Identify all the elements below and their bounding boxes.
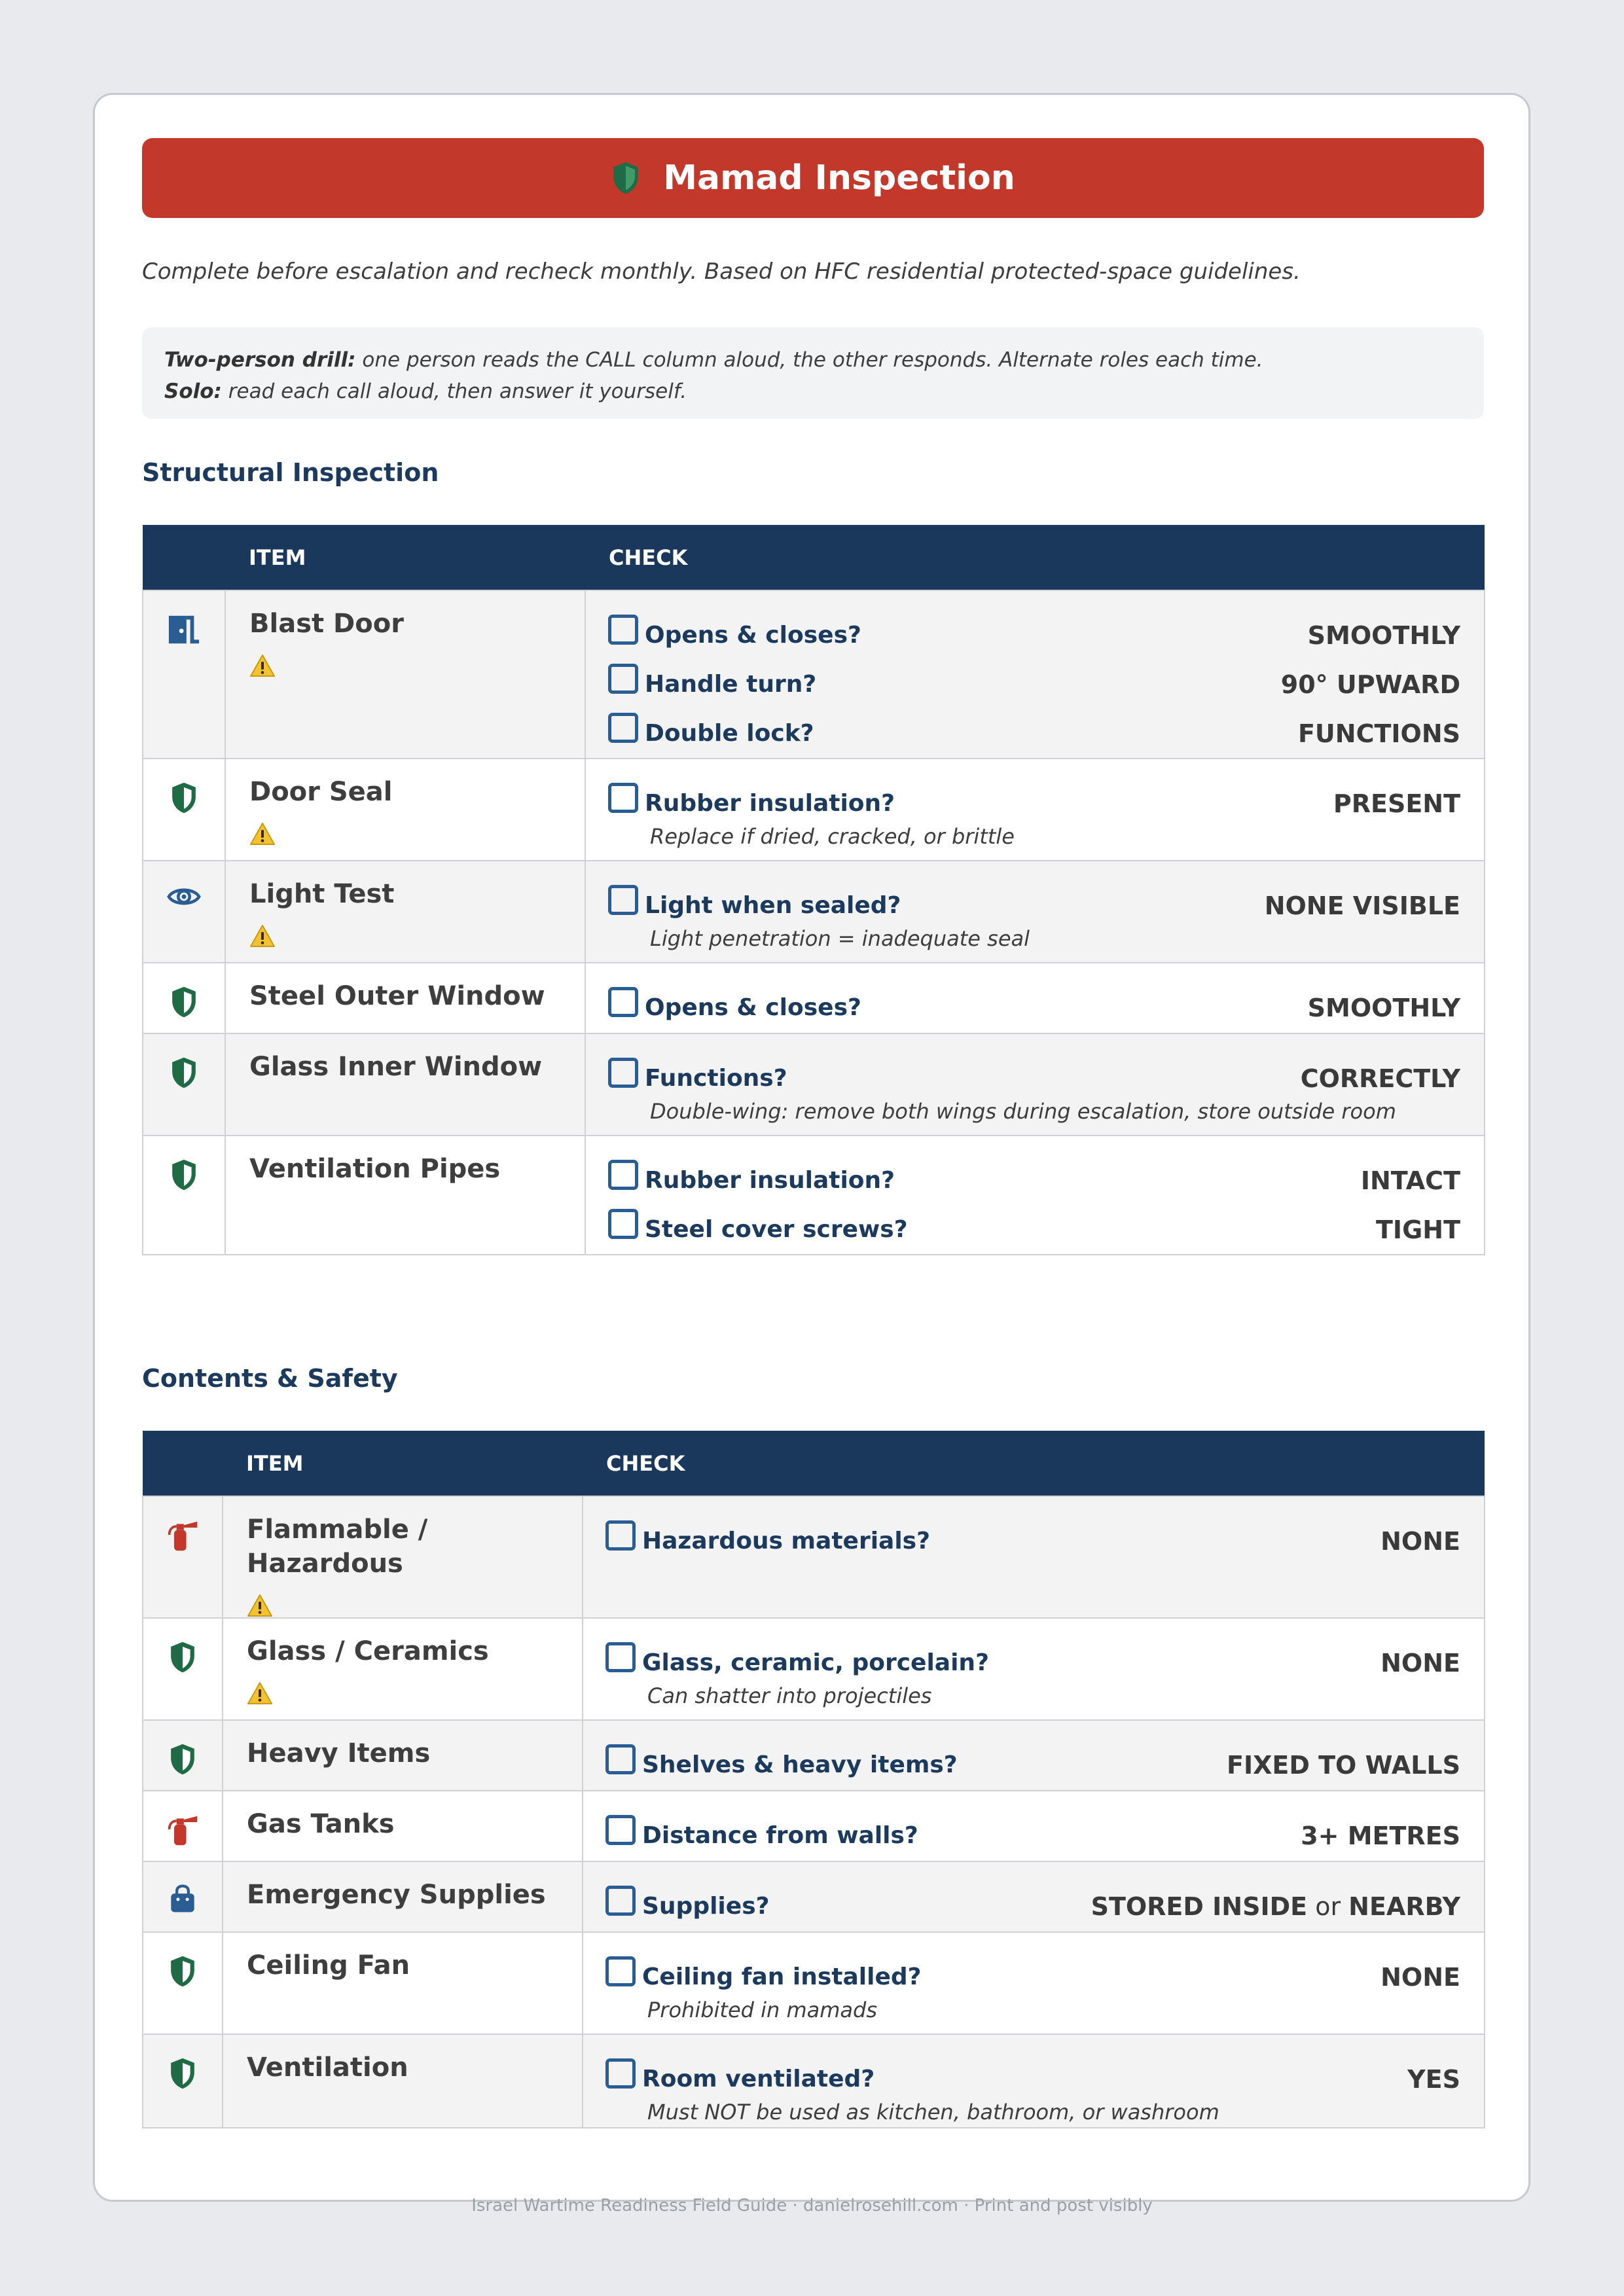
checkbox[interactable] [605, 1815, 636, 1845]
row-item-cell [223, 1720, 583, 1791]
check-item [605, 1516, 1460, 1566]
row-check-cell [583, 1496, 1485, 1618]
drill-instructions [142, 327, 1484, 419]
check-question: Functions? [645, 1065, 787, 1092]
checkbox[interactable] [608, 1160, 638, 1190]
check-answer: NONE [1380, 1648, 1460, 1677]
row-item-cell [223, 1618, 583, 1720]
row-check-cell [583, 1932, 1485, 2034]
item-name: Steel Outer Window [249, 981, 545, 1011]
check-note: Light penetration = inadequate seal [650, 926, 1030, 951]
row-icon-cell [143, 590, 225, 759]
row-icon-cell [143, 1861, 223, 1932]
warning-icon [249, 822, 276, 846]
check-question: Double lock? [645, 720, 814, 747]
checkbox[interactable] [605, 1642, 636, 1672]
item-name: Door Seal [249, 777, 393, 807]
table-row [143, 590, 1485, 759]
check-item [608, 1054, 1460, 1103]
table-row [143, 1861, 1485, 1932]
row-check-cell [583, 1720, 1485, 1791]
row-item-cell [223, 1861, 583, 1932]
item-name: Glass / Ceramics [247, 1636, 489, 1666]
column-header-icon [143, 1431, 223, 1496]
row-check-cell [583, 1861, 1485, 1932]
item-name: Heavy Items [247, 1738, 431, 1768]
shield-icon [611, 161, 641, 195]
row-item-cell [225, 963, 585, 1033]
title-banner [142, 138, 1484, 218]
check-question: Opens & closes? [645, 622, 861, 649]
table-row [143, 861, 1485, 963]
table-row [143, 1033, 1485, 1136]
item-name: Ventilation [247, 2053, 408, 2083]
check-answer-part: or [1307, 1892, 1349, 1921]
check-answer: 3+ METRES [1301, 1821, 1460, 1850]
row-item-cell [225, 590, 585, 759]
check-answer: CORRECTLY [1300, 1064, 1460, 1093]
row-check-cell [585, 1033, 1485, 1136]
table-row [143, 1932, 1485, 2034]
check-note: Can shatter into projectiles [647, 1683, 932, 1708]
item-name: Gas Tanks [247, 1809, 395, 1839]
row-item-cell [225, 759, 585, 861]
check-answer: FUNCTIONS [1297, 719, 1460, 748]
row-icon-cell [143, 963, 225, 1033]
table-row [143, 1618, 1485, 1720]
row-icon-cell [143, 1033, 225, 1136]
check-question: Rubber insulation? [645, 790, 895, 817]
check-question: Room ventilated? [642, 2066, 875, 2092]
check-answer: PRESENT [1333, 789, 1460, 818]
row-item-cell [223, 1932, 583, 2034]
check-item [605, 1811, 1460, 1860]
check-question: Opens & closes? [645, 994, 861, 1021]
shield-icon [168, 2067, 197, 2079]
warning-icon [249, 924, 276, 948]
warning-icon [247, 1681, 273, 1705]
row-item-cell [223, 1496, 583, 1618]
checkbox[interactable] [608, 885, 638, 915]
section-title-contents: Contents & Safety [142, 1364, 398, 1393]
check-question: Distance from walls? [642, 1822, 918, 1849]
check-note: Prohibited in mamads [647, 1998, 878, 2022]
check-question: Supplies? [642, 1893, 770, 1920]
eye-icon [166, 890, 202, 903]
check-question: Light when sealed? [645, 892, 901, 919]
check-answer: INTACT [1360, 1166, 1460, 1195]
check-note: Double-wing: remove both wings during escalation, store outside room [650, 1099, 1396, 1124]
item-name: Light Test [249, 879, 395, 909]
checkbox[interactable] [608, 1058, 638, 1088]
column-header-check: CHECK [583, 1431, 1485, 1496]
column-header-item: ITEM [223, 1431, 583, 1496]
check-item [608, 1205, 1460, 1254]
table-row [143, 759, 1485, 861]
item-name: Emergency Supplies [247, 1880, 546, 1910]
check-answer: NONE [1380, 1526, 1460, 1556]
checkbox[interactable] [605, 2058, 636, 2089]
shield-icon [170, 996, 198, 1008]
row-icon-cell [143, 1136, 225, 1255]
row-check-cell [585, 590, 1485, 759]
check-answer: SMOOTHLY [1307, 620, 1460, 650]
check-item [608, 983, 1460, 1032]
checkbox[interactable] [608, 987, 638, 1017]
row-check-cell [583, 1791, 1485, 1861]
check-item [608, 1156, 1460, 1205]
check-question: Hazardous materials? [642, 1528, 930, 1554]
checkbox[interactable] [605, 1886, 636, 1916]
table-row [143, 963, 1485, 1033]
check-question: Shelves & heavy items? [642, 1751, 958, 1778]
check-answer: NONE [1380, 1962, 1460, 1992]
table-header-row [143, 1431, 1485, 1496]
check-note: Replace if dried, cracked, or brittle [650, 824, 1015, 849]
shield-icon [170, 1168, 198, 1181]
row-icon-cell [143, 1932, 223, 2034]
structural-table [142, 525, 1485, 1255]
solo-text: read each call aloud, then answer it yourself. [221, 380, 687, 403]
item-name: Ventilation Pipes [249, 1154, 501, 1184]
row-check-cell [583, 1618, 1485, 1720]
fire-extinguisher-icon [166, 1824, 200, 1837]
footer-text: Israel Wartime Readiness Field Guide · danielrosehill.com · Print and post visibly [471, 2196, 1153, 2215]
row-icon-cell [143, 759, 225, 861]
table-row [143, 1720, 1485, 1791]
table-row [143, 1791, 1485, 1861]
check-question: Glass, ceramic, porcelain? [642, 1649, 989, 1676]
shield-icon [168, 1965, 197, 1977]
check-item [605, 1952, 1460, 2001]
shield-icon [170, 1066, 198, 1079]
check-answer: TIGHT [1376, 1215, 1460, 1244]
row-icon-cell [143, 2034, 223, 2128]
solo-label: Solo: [164, 380, 222, 403]
row-check-cell [583, 2034, 1485, 2128]
check-item [608, 611, 1460, 660]
check-item [608, 779, 1460, 828]
drill-label: Two-person drill: [164, 348, 356, 372]
table-header-row [143, 525, 1485, 590]
checkbox[interactable] [608, 1209, 638, 1239]
check-answer: FIXED TO WALLS [1227, 1750, 1460, 1780]
row-item-cell [225, 1136, 585, 1255]
item-name: Blast Door [249, 609, 404, 639]
column-header-item: ITEM [225, 525, 585, 590]
shield-icon [170, 791, 198, 804]
contents-table [142, 1431, 1485, 2128]
table-row [143, 1496, 1485, 1618]
row-icon-cell [143, 1791, 223, 1861]
row-check-cell [585, 861, 1485, 963]
row-check-cell [585, 759, 1485, 861]
checkbox[interactable] [608, 713, 638, 743]
table-row [143, 2034, 1485, 2128]
checkbox[interactable] [608, 664, 638, 694]
check-question: Steel cover screws? [645, 1216, 908, 1243]
row-item-cell [225, 861, 585, 963]
row-icon-cell [143, 1618, 223, 1720]
intro-text: Complete before escalation and recheck monthly. Based on HFC residential protected-space guidelines. [142, 259, 1301, 285]
item-name: Glass Inner Window [249, 1052, 543, 1082]
check-item [605, 1638, 1460, 1687]
check-item [605, 1740, 1460, 1789]
check-answer: YES [1407, 2064, 1460, 2094]
check-item [605, 2054, 1460, 2104]
inspection-card [93, 93, 1530, 2202]
check-note: Must NOT be used as kitchen, bathroom, or washroom [647, 2100, 1219, 2125]
check-answer-part: NEARBY [1348, 1892, 1460, 1921]
item-name: Flammable / Hazardous [247, 1515, 428, 1579]
table-row [143, 1136, 1485, 1255]
row-check-cell [585, 1136, 1485, 1255]
row-item-cell [223, 2034, 583, 2128]
row-icon-cell [143, 1720, 223, 1791]
check-item [608, 881, 1460, 930]
checkbox[interactable] [605, 1744, 636, 1774]
checkbox[interactable] [605, 1956, 636, 1986]
check-answer [1091, 1892, 1460, 1921]
checkbox[interactable] [608, 615, 638, 645]
check-answer: NONE VISIBLE [1264, 891, 1460, 920]
checkbox[interactable] [608, 783, 638, 813]
check-question: Handle turn? [645, 671, 817, 698]
check-question: Rubber insulation? [645, 1167, 895, 1194]
item-name: Ceiling Fan [247, 1950, 410, 1981]
row-item-cell [225, 1033, 585, 1136]
checkbox[interactable] [605, 1520, 636, 1551]
shield-icon [168, 1753, 197, 1765]
warning-icon [247, 1594, 273, 1617]
door-icon [166, 623, 202, 636]
row-icon-cell [143, 861, 225, 963]
row-item-cell [223, 1791, 583, 1861]
check-question: Ceiling fan installed? [642, 1964, 922, 1990]
check-answer: 90° UPWARD [1280, 670, 1460, 699]
column-header-icon [143, 525, 225, 590]
check-item [605, 1882, 1460, 1931]
check-answer: SMOOTHLY [1307, 993, 1460, 1022]
check-item [608, 660, 1460, 709]
warning-icon [249, 654, 276, 677]
row-check-cell [585, 963, 1485, 1033]
check-item [608, 709, 1460, 758]
fire-extinguisher-icon [166, 1530, 200, 1542]
page-title: Mamad Inspection [663, 158, 1015, 198]
bag-icon [168, 1893, 197, 1905]
check-answer-part: STORED INSIDE [1091, 1892, 1308, 1921]
drill-text: one person reads the CALL column aloud, the other responds. Alternate roles each time. [355, 348, 1263, 372]
section-title-structural: Structural Inspection [142, 458, 439, 487]
shield-icon [168, 1651, 197, 1663]
row-icon-cell [143, 1496, 223, 1618]
column-header-check: CHECK [585, 525, 1485, 590]
